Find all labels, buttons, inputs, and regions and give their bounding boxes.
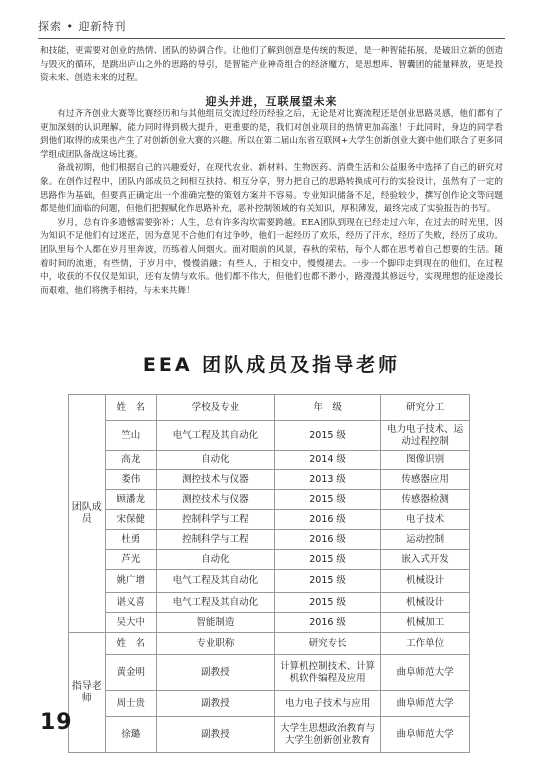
members-cell: 竺山 [105, 421, 156, 451]
table-row [69, 655, 470, 691]
members-cell: 控制科学与工程 [156, 530, 274, 550]
advisors-cell: 计算机控制技术、计算机软件编程及应用 [274, 655, 380, 691]
body-paragraph-3: 岁月，总有许多遗憾需要弥补；人生，总有许多沟坎需要跨越。EEA团队到现在已经走过六年，在过去的时光里，因为知识不足他们有过迷茫，因为意见不合他们有过争吵，他们一起经历了欢乐，经历了汗水，经历了失败，经历了成功。团队里每个人都在岁月里奔波，历练着人间烟火。面对眼前的风景，春秋的荣枯，每个人都在思考着自己想要的生活。随着时间的流逝，有些情，于岁月中，慢慢消融；有些人，于相交中，慢慢褪去。一步一个脚印走到现在的他们，在过程中，收获的不仅仅是知识，还有友情与欢乐。他们都不伟大，但他们也都不渺小，路漫漫其修远兮，实现理想的征途漫长而艰难，他们将携手相持，与未来共舞！ [40, 217, 503, 296]
header-divider [38, 38, 505, 39]
members-cell: 高龙 [105, 451, 156, 470]
members-cell: 顾潘龙 [105, 490, 156, 510]
table-row [69, 510, 470, 530]
body-paragraph-2: 备战初期，他们根据自己的兴趣爱好，在现代农业、新材料、生物医药、消费生活和公益服务中选择了自己的研究对象。在创作过程中，团队内部成员之间相互扶持、相互分享，努力把自己的思路转换成可行的实验设计，虽然有了一定的思路作为基础，但要真正确定出一个准确完整的策划方案并不容易。专业知识储备不足，经验较少，撰写创作论文等问题都是他们面临的问题，但他们把握赋化作思路补充，恶补控制领域的有关知识，厚积薄发，最终完成了实验报告的书写。 [40, 163, 503, 215]
members-cell: 娄伟 [105, 470, 156, 490]
intro-paragraph: 和技能，更需要对创业的热情、团队的协调合作。让他们了解到创意是传统的叛逆，是一种智能拓展，是破旧立新的创造与毁灭的循环，是跳出庐山之外的思路的导引，是智能产业神奇组合的经济魔方，是思想库、智囊团的能量释放，更是投资未来、创造未来的过程。 [40, 46, 503, 84]
members-cell: 吴大中 [105, 613, 156, 633]
members-group-label: 团队成员 [69, 395, 106, 633]
members-header-row [69, 395, 470, 421]
members-cell: 电气工程及其自动化 [156, 593, 274, 613]
table-row [69, 451, 470, 470]
advisors-cell: 周士贵 [105, 691, 156, 717]
members-cell: 谌义喜 [105, 593, 156, 613]
advisors-cell: 曲阜师范大学 [381, 655, 470, 691]
advisors-cell: 曲阜师范大学 [381, 691, 470, 717]
article-body [40, 108, 503, 298]
advisors-cell: 大学生思想政治教育与大学生创新创业教育 [274, 717, 380, 753]
advisors-cell: 副教授 [156, 717, 274, 753]
members-cell: 2016 级 [274, 530, 380, 550]
members-cell: 图像识别 [381, 451, 470, 470]
members-cell: 2015 级 [274, 490, 380, 510]
members-cell: 自动化 [156, 451, 274, 470]
team-table [68, 394, 470, 753]
members-cell: 嵌入式开发 [381, 550, 470, 570]
advisors-cell: 电力电子技术与应用 [274, 691, 380, 717]
section-subheading: 迎头并进，互联展望未来 [205, 95, 338, 108]
members-cell: 智能制造 [156, 613, 274, 633]
advisors-group-label: 指导老师 [69, 633, 106, 753]
members-header-cell: 姓 名 [105, 395, 156, 421]
advisors-cell: 曲阜师范大学 [381, 717, 470, 753]
table-row [69, 470, 470, 490]
members-cell: 传感器应用 [381, 470, 470, 490]
members-cell: 芦光 [105, 550, 156, 570]
advisors-header-cell: 研究专长 [274, 633, 380, 655]
advisors-header-cell: 姓 名 [105, 633, 156, 655]
advisors-header-cell: 专业职称 [156, 633, 274, 655]
table-row [69, 593, 470, 613]
members-cell: 姚广增 [105, 570, 156, 593]
advisors-header-row [69, 633, 470, 655]
table-title: EEA 团队成员及指导老师 [142, 354, 401, 376]
members-cell: 电气工程及其自动化 [156, 421, 274, 451]
members-cell: 2016 级 [274, 510, 380, 530]
members-cell: 电子技术 [381, 510, 470, 530]
members-cell: 2014 级 [274, 451, 380, 470]
advisors-cell: 黄金明 [105, 655, 156, 691]
members-cell: 运动控制 [381, 530, 470, 550]
table-row [69, 691, 470, 717]
members-cell: 电力电子技术、运动过程控制 [381, 421, 470, 451]
advisors-cell: 徐璐 [105, 717, 156, 753]
members-header-cell: 学校及专业 [156, 395, 274, 421]
table-row [69, 550, 470, 570]
members-header-cell: 年 级 [274, 395, 380, 421]
members-cell: 2016 级 [274, 613, 380, 633]
table-row [69, 570, 470, 593]
members-cell: 2015 级 [274, 421, 380, 451]
table-row [69, 613, 470, 633]
members-cell: 机械设计 [381, 570, 470, 593]
members-cell: 2015 级 [274, 550, 380, 570]
members-cell: 控制科学与工程 [156, 510, 274, 530]
table-row [69, 530, 470, 550]
members-cell: 机械设计 [381, 593, 470, 613]
members-cell: 2013 级 [274, 470, 380, 490]
members-cell: 2015 级 [274, 570, 380, 593]
members-cell: 自动化 [156, 550, 274, 570]
table-row [69, 490, 470, 510]
members-cell: 宋保健 [105, 510, 156, 530]
page-header: 探索 • 迎新特刊 [38, 20, 127, 33]
advisors-cell: 副教授 [156, 691, 274, 717]
table-row [69, 421, 470, 451]
page-number: 19 [40, 710, 73, 735]
members-cell: 杜勇 [105, 530, 156, 550]
members-cell: 测控技术与仪器 [156, 490, 274, 510]
members-cell: 机械加工 [381, 613, 470, 633]
members-cell: 传感器检测 [381, 490, 470, 510]
advisors-cell: 副教授 [156, 655, 274, 691]
members-cell: 电气工程及其自动化 [156, 570, 274, 593]
members-cell: 测控技术与仪器 [156, 470, 274, 490]
body-paragraph-1: 有过齐齐创业大赛等比赛经历和与其他组员交流过经历经验之后，无论是对比赛流程还是创业思路灵感，他们都有了更加深刻的认识理解，能力同时得到极大提升，更重要的是，我们对创业项目的热情更加高涨！于此同时，身边的同学看到他们取得的成果也产生了对创新创业大赛的兴趣。所以在第二届山东省互联网+大学生创新创业大赛中他们联合了更多同学组成团队备战这场比赛。 [40, 109, 503, 160]
table-row [69, 717, 470, 753]
advisors-header-cell: 工作单位 [381, 633, 470, 655]
members-cell: 2015 级 [274, 593, 380, 613]
members-header-cell: 研究分工 [381, 395, 470, 421]
